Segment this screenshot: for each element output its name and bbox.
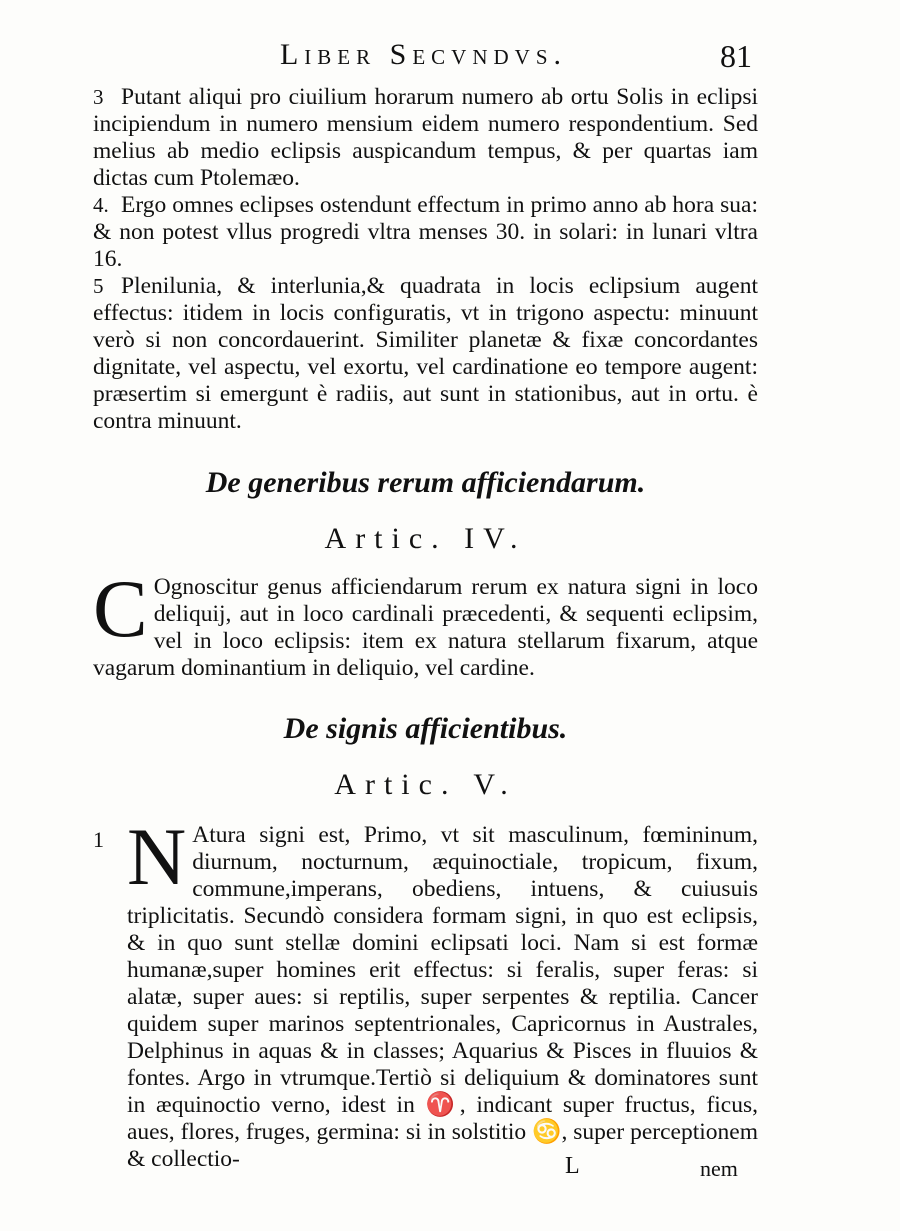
paragraph-number: 4. (93, 193, 109, 217)
section-4-paragraph (93, 563, 758, 682)
paragraph-text: Ergo omnes eclipses ostendunt effectum in primo anno ab hora sua: & non potest vllus progredi vltra menses 30. in solari: in lunari vltra 16. (93, 192, 758, 272)
section-4-body (93, 563, 758, 682)
section-5-artic: Artic. V. (334, 768, 517, 801)
paragraph-3 (93, 84, 758, 192)
catchword: nem (700, 1156, 738, 1181)
drop-cap: N (127, 811, 187, 902)
section-4-heading: De generibus rerum afficiendarum. (205, 466, 646, 499)
page-header (95, 38, 752, 78)
section-5-paragraph (93, 811, 758, 1173)
running-title: Liber Secvndvs. (279, 38, 568, 71)
paragraph-number: 1 (93, 827, 104, 852)
section-4-artic: Artic. IV. (324, 522, 527, 555)
page-number: 81 (720, 38, 752, 74)
signature-mark: L (565, 1153, 580, 1179)
paragraph-text: Atura signi est, Primo, vt sit masculinum, fœmininum, diurnum, nocturnum, æquinoctiale, tropicum, fixum, commune,imperans, obediens, intuens, & cuiusuis triplicitatis. Secundò considera formam signi, in quo est eclipsis, & in quo sunt stellæ domini eclipsati loci. Nam si est formæ humanæ,super homines erit effectus: si feralis, super feras: si alatæ, super aues: si reptilis, super serpentes & reptilia. Cancer quidem super marinos septentrionales, Capricornus in Australes, Delphinus in aquas & in classes; Aquarius & Pisces in fluuios & fontes. Argo in vtrumque.Tertiò si deliquium & dominatores sunt in æquinoctio verno, idest in ♈, indicant super fructus, ficus, aues, flores, fruges, germina: si in solstitio ♋, super perceptionem & collectio- (127, 822, 758, 1172)
paragraph-text: Plenilunia, & interlunia,& quadrata in locis eclipsium augent effectus: itidem in locis configuratis, vt in trigono aspectu: minuunt verò si non concordauerint. Similiter planetæ & fixæ concordantes dignitate, vel aspectu, vel exortu, vel cardinatione eo tempore augent: præsertim si emergunt è radiis, aut sunt in stationibus, aut in ortu. è contra minuunt. (93, 273, 758, 434)
paragraph-text: Ognoscitur genus afficiendarum rerum ex natura signi in loco deliquij, aut in loco cardinali præcedenti, & sequenti eclipsim, vel in loco eclipsis: item ex natura stellarum fixarum, atque vagarum dominantium in deliquio, vel cardine. (93, 574, 758, 681)
paragraph-number: 5 (93, 274, 104, 298)
paragraph-5 (93, 273, 758, 435)
section-5-heading: De signis afficientibus. (283, 712, 568, 745)
top-paragraphs (93, 84, 758, 435)
section-5-body (93, 811, 758, 1173)
paragraph-number: 3 (93, 85, 104, 109)
paragraph-text: Putant aliqui pro ciuilium horarum numero ab ortu Solis in eclipsi incipiendum in numero mensium eidem numero respondentium. Sed melius ab medio eclipsis auspicandum tempus, & per quartas iam dictas cum Ptolemæo. (93, 84, 758, 191)
drop-cap: C (93, 563, 148, 654)
paragraph-4 (93, 192, 758, 273)
